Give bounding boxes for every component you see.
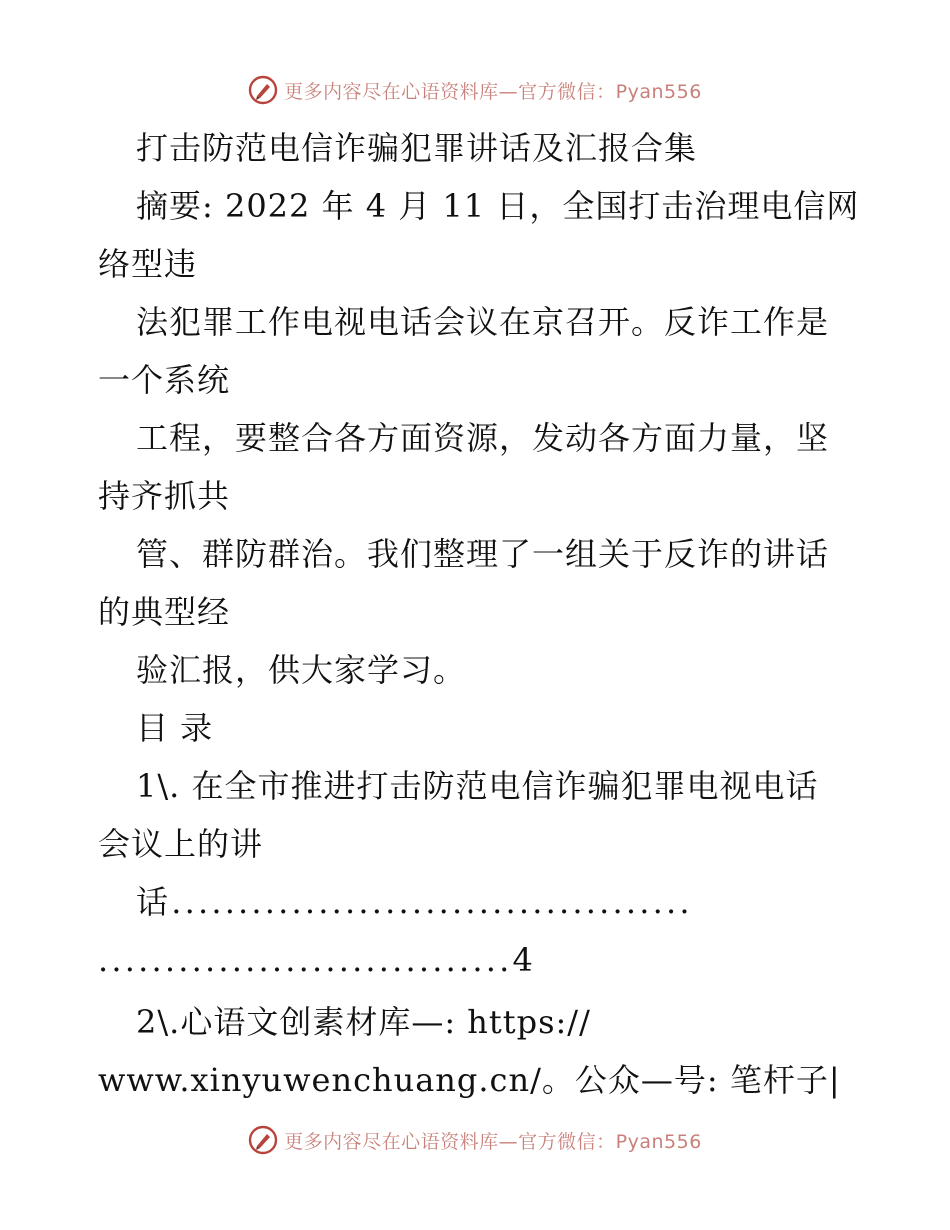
toc-entry: 2\.心语文创素材库—: https://	[136, 1003, 591, 1041]
toc-entry-leader: ...............................4	[98, 941, 537, 979]
pen-logo-icon	[248, 75, 278, 105]
footer-banner-text: 更多内容尽在心语资料库—官方微信：Pyan556	[284, 1130, 702, 1153]
header-banner	[0, 68, 950, 112]
abstract-line: 的典型经	[98, 593, 231, 631]
abstract-line: 持齐抓共	[98, 477, 231, 515]
abstract-line: 验汇报，供大家学习。	[136, 651, 467, 689]
toc-entry: www.xinyuwenchuang.cn/。公众—号: 笔杆子|	[98, 1061, 841, 1099]
abstract-line: 管、群防群治。我们整理了一组关于反诈的讲话	[136, 535, 830, 573]
toc-entry: 会议上的讲	[98, 825, 264, 863]
toc-entry-leader: 话.......................................	[136, 883, 693, 921]
abstract-line: 工程，要整合各方面资源，发动各方面力量，坚	[136, 419, 830, 457]
toc-entry: 1\. 在全市推进打击防范电信诈骗犯罪电视电话	[136, 767, 819, 805]
pen-logo-icon	[248, 1125, 278, 1155]
header-banner-text: 更多内容尽在心语资料库—官方微信：Pyan556	[284, 80, 702, 103]
footer-banner	[0, 1118, 950, 1162]
document-title: 打击防范电信诈骗犯罪讲话及汇报合集	[136, 129, 698, 167]
abstract-line: 摘要: 2022 年 4 月 11 日，全国打击治理电信网	[136, 187, 860, 225]
abstract-line: 法犯罪工作电视电话会议在京召开。反诈工作是	[136, 303, 830, 341]
abstract-line: 络型违	[98, 245, 198, 283]
abstract-line: 一个系统	[98, 361, 231, 399]
toc-heading: 目 录	[136, 709, 214, 747]
